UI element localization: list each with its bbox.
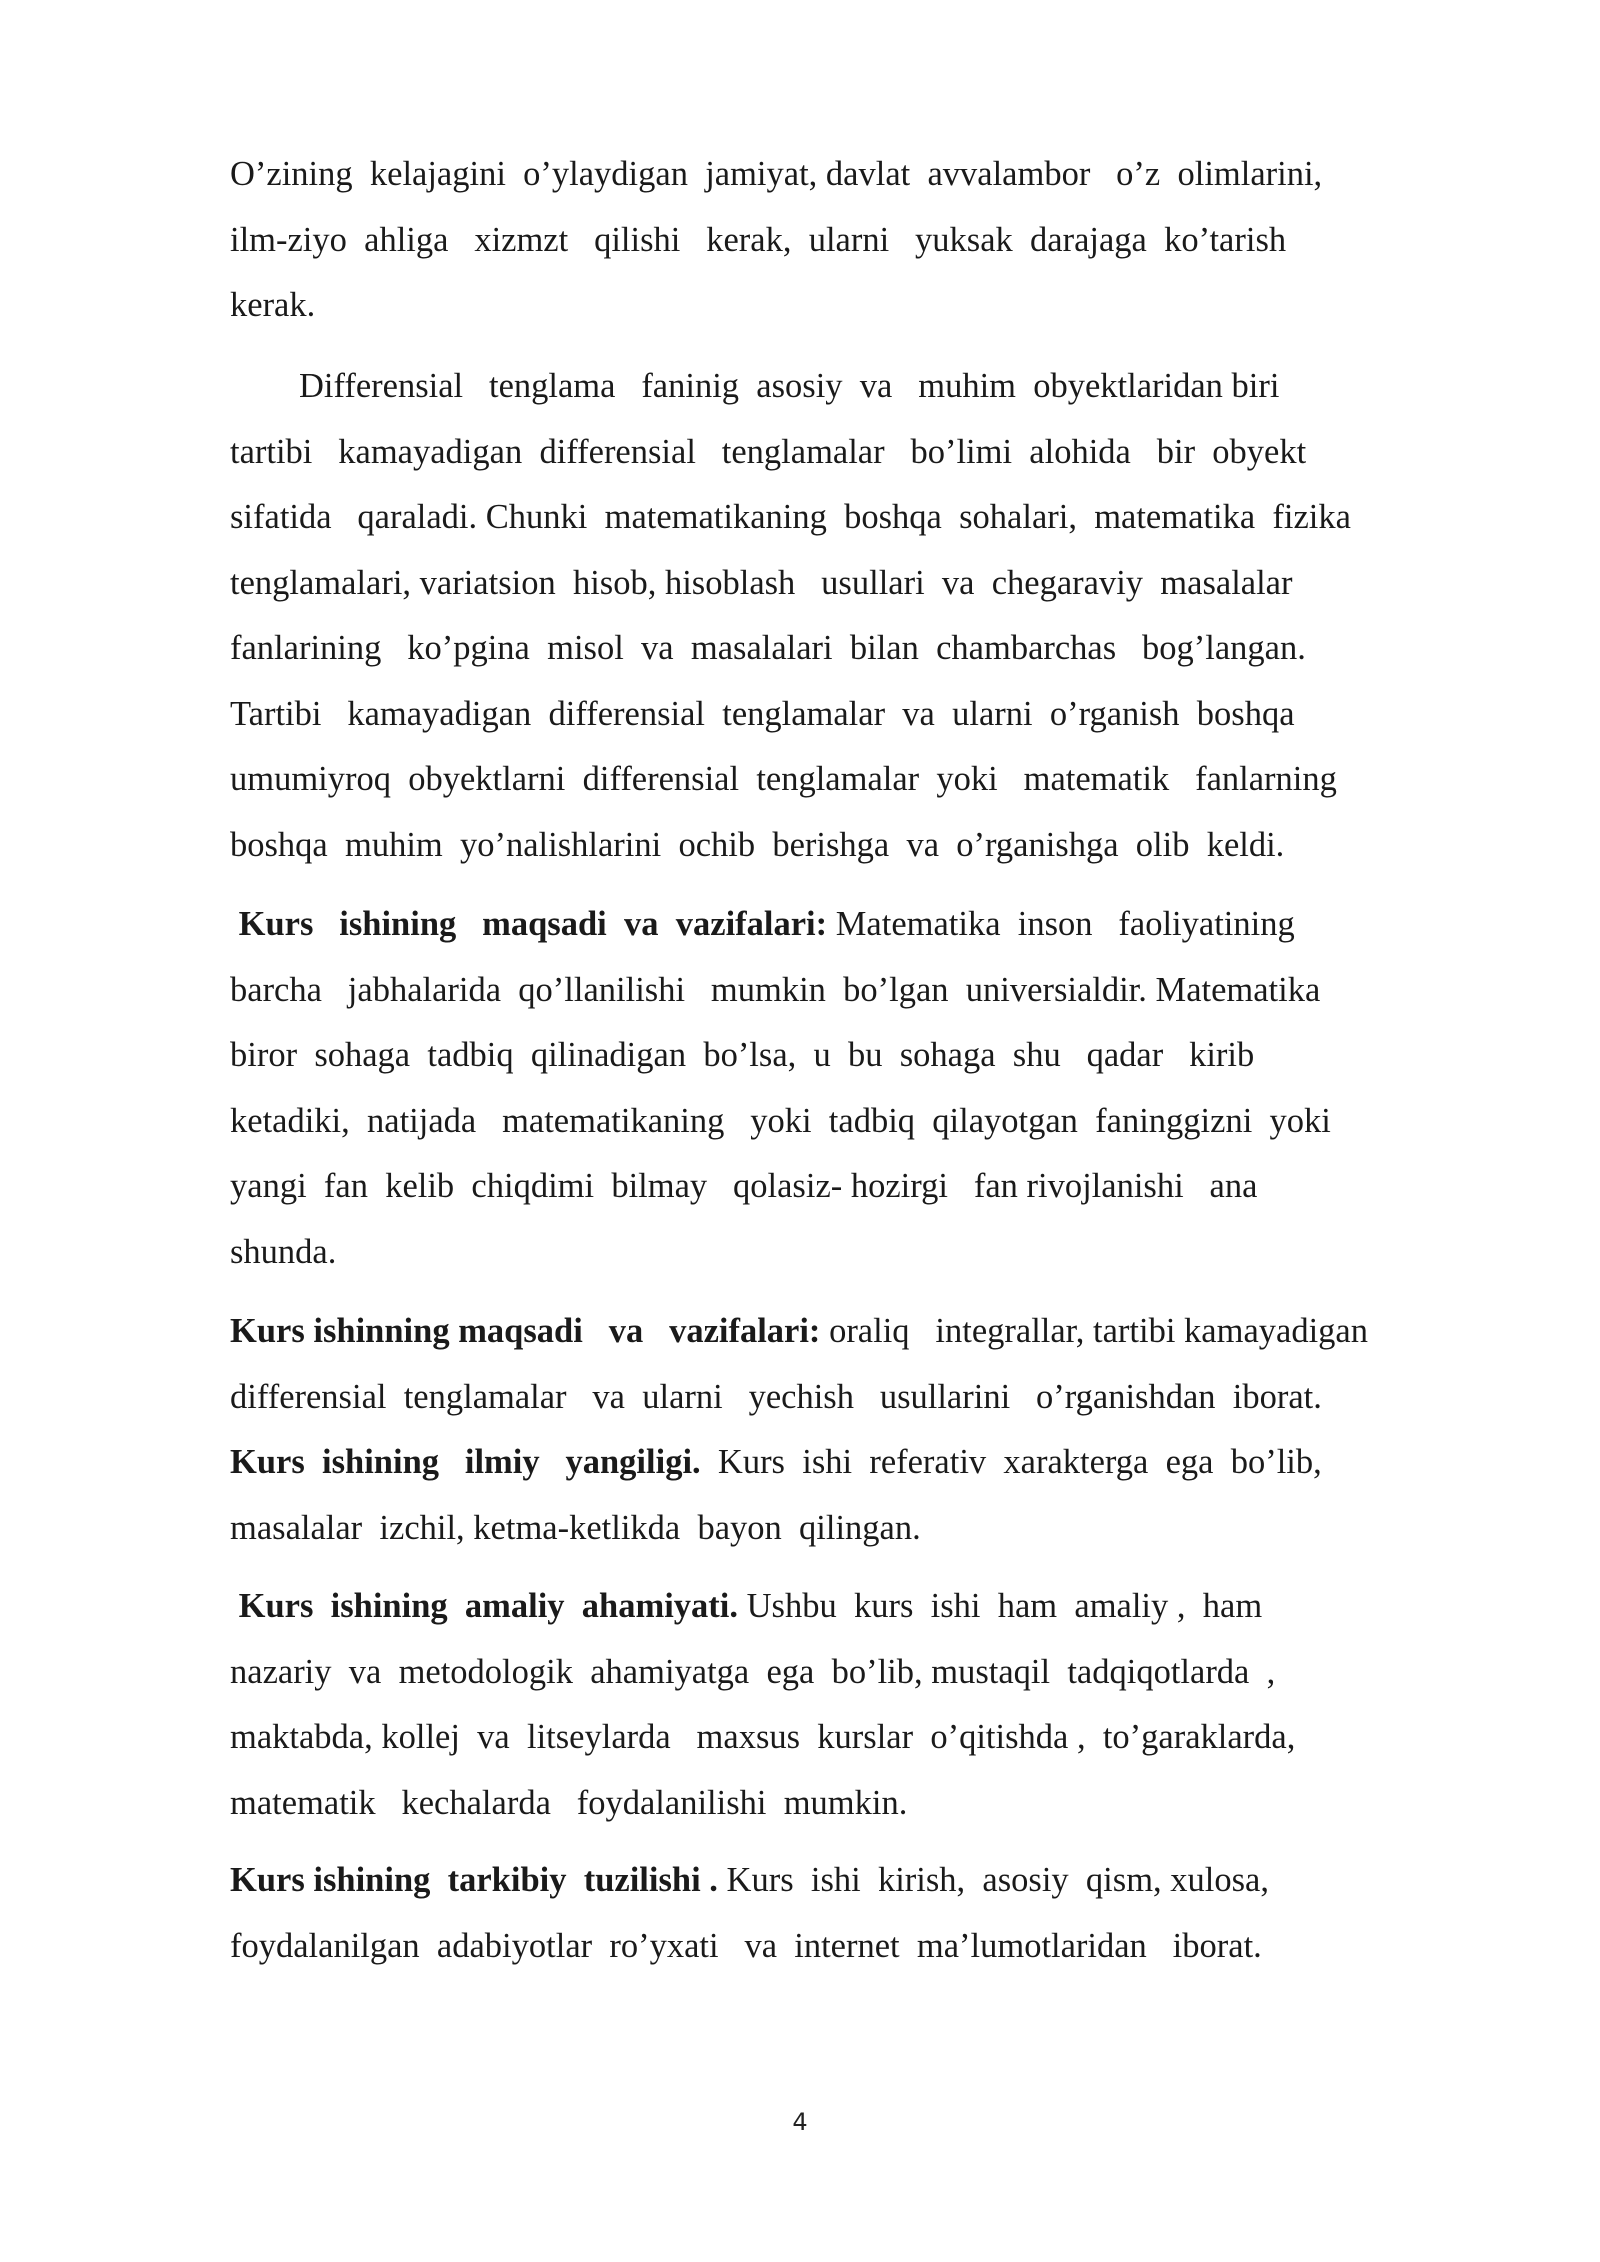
text-line	[230, 1705, 1480, 1771]
bold-heading-text: Kurs ishining amaliy ahamiyati.	[230, 1587, 738, 1625]
text-line	[230, 142, 1480, 208]
text-line	[230, 1154, 1480, 1220]
body-text: matematik kechalarda foydalanilishi mumkin.	[230, 1783, 908, 1822]
text-line	[230, 1365, 1480, 1431]
body-text: maktabda, kollej va litseylarda maxsus kurslar o’qitishda , to’garaklarda,	[230, 1718, 1296, 1756]
text-line	[230, 958, 1480, 1024]
bold-heading-text: Kurs ishining ilmiy yangiligi.	[230, 1443, 701, 1481]
text-line	[230, 354, 1480, 420]
paragraph-intro	[230, 142, 1480, 339]
text-line	[230, 420, 1480, 486]
text-line	[230, 1220, 1480, 1286]
body-text: biror sohaga tadbiq qilinadigan bo’lsa, u bu sohaga shu qadar kirib	[230, 1036, 1255, 1074]
body-text: oraliq integrallar, tartibi kamayadigan	[820, 1312, 1368, 1350]
body-text: Ushbu kurs ishi ham amaliy , ham	[738, 1587, 1263, 1625]
text-line	[230, 682, 1480, 748]
text-line	[230, 747, 1480, 813]
text-line	[230, 1430, 1480, 1496]
text-line	[230, 1496, 1480, 1562]
body-text: kerak.	[230, 286, 316, 324]
text-line	[230, 273, 1480, 339]
paragraph-course-goals-novelty	[230, 1299, 1480, 1561]
text-line	[230, 1640, 1480, 1706]
body-text: masalalar izchil, ketma-ketlikda bayon qilingan.	[230, 1508, 921, 1547]
bold-heading-text: Kurs ishining maqsadi va vazifalari:	[230, 905, 828, 943]
body-text: foydalanilgan adabiyotlar ro’yxati va internet ma’lumotlaridan iborat.	[230, 1926, 1262, 1965]
body-text: Tartibi kamayadigan differensial tenglamalar va ularni o’rganish boshqa	[230, 694, 1295, 733]
body-text: barcha jabhalarida qo’llanilishi mumkin bo’lgan universialdir. Matematika	[230, 970, 1321, 1009]
body-text: tenglamalari, variatsion hisob, hisoblash usullari va chegaraviy masalalar	[230, 563, 1293, 602]
body-text: O’zining kelajagini o’ylaydigan jamiyat, davlat avvalambor o’z olimlarini,	[230, 155, 1323, 193]
body-text: Differensial tenglama faninig asosiy va muhim obyektlaridan biri	[230, 367, 1280, 405]
body-text: umumiyroq obyektlarni differensial tenglamalar yoki matematik fanlarning	[230, 760, 1337, 798]
text-line	[230, 1299, 1480, 1365]
text-line	[230, 1771, 1480, 1837]
text-line	[230, 551, 1480, 617]
body-text: sifatida qaraladi. Chunki matematikaning boshqa sohalari, matematika fizika	[230, 498, 1351, 536]
text-line	[230, 1848, 1480, 1914]
paragraph-practical-importance	[230, 1574, 1480, 1836]
text-line	[230, 1914, 1480, 1980]
text-line	[230, 485, 1480, 551]
text-line	[230, 1023, 1480, 1089]
body-text: differensial tenglamalar va ularni yechish usullarini o’rganishdan iborat.	[230, 1377, 1322, 1416]
body-text: tartibi kamayadigan differensial tenglamalar bo’limi alohida bir obyekt	[230, 432, 1307, 471]
text-line	[230, 892, 1480, 958]
text-line	[230, 813, 1480, 879]
body-text: boshqa muhim yo’nalishlarini ochib berishga va o’rganishga olib keldi.	[230, 825, 1285, 864]
text-line	[230, 1574, 1480, 1640]
body-text: shunda.	[230, 1232, 337, 1271]
body-text: nazariy va metodologik ahamiyatga ega bo’lib, mustaqil tadqiqotlarda ,	[230, 1652, 1276, 1691]
paragraph-course-goals	[230, 892, 1480, 1285]
body-text: ketadiki, natijada matematikaning yoki tadbiq qilayotgan faninggizni yoki	[230, 1101, 1331, 1140]
body-text: Kurs ishi referativ xarakterga ega bo’lib,	[700, 1443, 1322, 1481]
text-line	[230, 616, 1480, 682]
body-text: yangi fan kelib chiqdimi bilmay qolasiz- hozirgi fan rivojlanishi ana	[230, 1167, 1258, 1205]
text-line	[230, 208, 1480, 274]
body-text: Matematika inson faoliyatining	[827, 905, 1295, 943]
bold-heading-text: Kurs ishinning maqsadi va vazifalari:	[230, 1312, 821, 1350]
paragraph-differential-equations	[230, 354, 1480, 878]
body-text: ilm-ziyo ahliga xizmzt qilishi kerak, ularni yuksak darajaga ko’tarish	[230, 220, 1287, 259]
body-text: fanlarining ko’pgina misol va masalalari bilan chambarchas bog’langan.	[230, 629, 1306, 667]
paragraph-structure	[230, 1848, 1480, 1979]
page-number: 4	[792, 2108, 808, 2136]
bold-heading-text: Kurs ishining tarkibiy tuzilishi .	[230, 1861, 718, 1899]
body-text: Kurs ishi kirish, asosiy qism, xulosa,	[717, 1861, 1269, 1899]
text-line	[230, 1089, 1480, 1155]
